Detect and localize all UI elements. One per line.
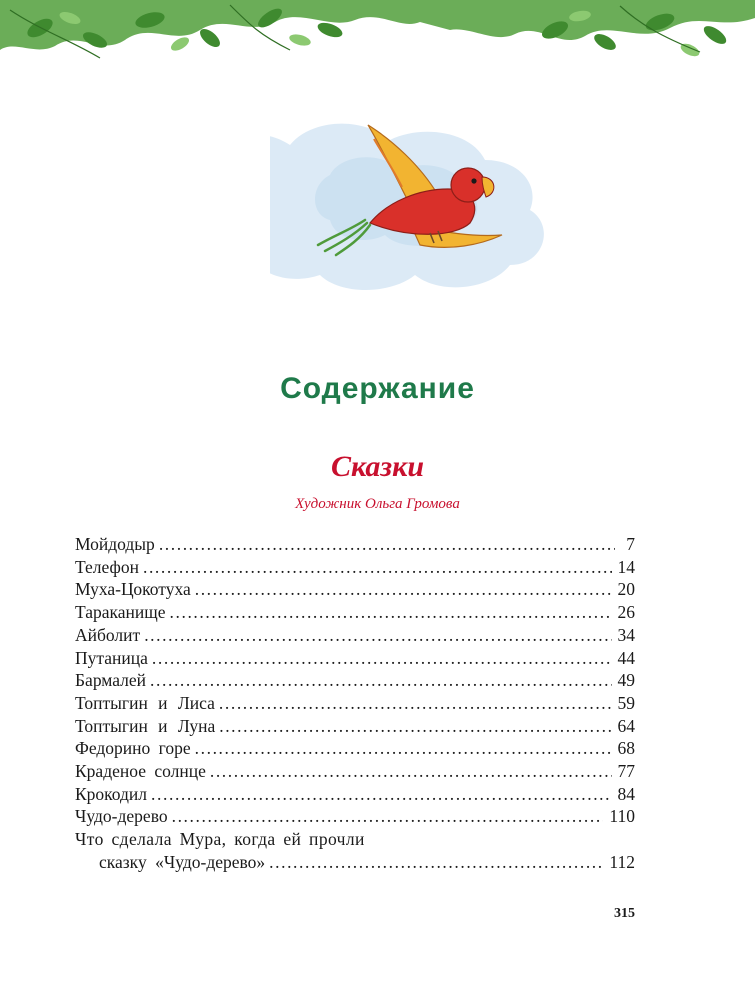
toc-entry[interactable] <box>75 692 635 715</box>
toc-entry-title: Краденое солнце <box>75 761 206 782</box>
dot-leader <box>219 715 611 738</box>
toc-entry[interactable] <box>75 556 635 579</box>
toc-entry-title: Телефон <box>75 556 139 577</box>
dot-leader <box>170 601 612 624</box>
toc-entry[interactable] <box>75 669 635 692</box>
table-of-contents <box>75 533 635 874</box>
toc-entry-title: Крокодил <box>75 783 148 804</box>
toc-entry-page: 77 <box>617 761 635 782</box>
contents-heading: Содержание <box>280 372 475 405</box>
toc-entry[interactable] <box>75 578 635 601</box>
dot-leader <box>159 533 615 556</box>
dot-leader <box>144 624 611 647</box>
foliage-illustration <box>0 0 755 70</box>
toc-entry-page: 84 <box>617 783 635 804</box>
dot-leader <box>172 805 604 828</box>
toc-entry-title: Мойдодыр <box>75 534 155 554</box>
dot-leader <box>150 669 611 692</box>
toc-entry-page: 64 <box>617 715 635 736</box>
dot-leader <box>210 760 612 783</box>
toc-entry[interactable] <box>75 601 635 624</box>
toc-entry-page: 112 <box>609 851 635 872</box>
toc-entry-page: 49 <box>617 670 635 691</box>
dot-leader <box>219 692 612 715</box>
parrot-illustration <box>270 105 570 300</box>
toc-entry-title-line2: сказку «Чудо-дерево» <box>99 851 266 872</box>
toc-entry[interactable] <box>75 760 635 783</box>
toc-entry-page: 110 <box>609 806 635 827</box>
toc-entry-page: 68 <box>617 738 635 759</box>
dot-leader <box>152 647 612 670</box>
dot-leader <box>269 851 603 874</box>
section-title: Сказки <box>330 450 425 483</box>
toc-entry-title: Айболит <box>75 624 141 645</box>
toc-entry-title: Путаница <box>75 647 148 668</box>
toc-entry-page: 20 <box>617 579 635 600</box>
toc-entry-title: Бармалей <box>75 670 147 691</box>
illustrator-credit: Художник Ольга Громова <box>295 496 460 512</box>
toc-entry-title: Федорино горе <box>75 738 191 759</box>
toc-entry[interactable] <box>75 805 635 828</box>
toc-entry-title-line1: Что сделала Мура, когда ей прочли <box>75 829 365 850</box>
toc-entry[interactable] <box>75 533 635 556</box>
toc-entry-page: 44 <box>617 647 635 668</box>
toc-entry-page: 26 <box>617 602 635 623</box>
toc-entry[interactable] <box>75 737 635 760</box>
page-number: 315 <box>614 906 635 921</box>
toc-entry-page: 7 <box>626 534 635 554</box>
dot-leader <box>195 737 612 760</box>
toc-entry-page: 34 <box>617 624 635 645</box>
toc-entry[interactable] <box>75 715 635 738</box>
dot-leader <box>143 556 612 579</box>
dot-leader <box>151 783 611 806</box>
toc-entry[interactable] <box>75 647 635 670</box>
dot-leader <box>195 578 612 601</box>
toc-entry-title-line2-row <box>75 851 635 874</box>
toc-entry-multiline[interactable] <box>75 828 635 873</box>
toc-entry[interactable] <box>75 783 635 806</box>
toc-entry-title: Чудо-дерево <box>75 806 168 827</box>
toc-entry[interactable] <box>75 624 635 647</box>
toc-entry-title: Муха-Цокотуха <box>75 579 191 600</box>
toc-entry-title: Тараканище <box>75 602 166 623</box>
toc-entry-title: Топтыгин и Луна <box>75 715 216 736</box>
toc-entry-title: Топтыгин и Лиса <box>75 692 215 713</box>
toc-entry-page: 14 <box>617 556 635 577</box>
toc-entry-page: 59 <box>617 692 635 713</box>
